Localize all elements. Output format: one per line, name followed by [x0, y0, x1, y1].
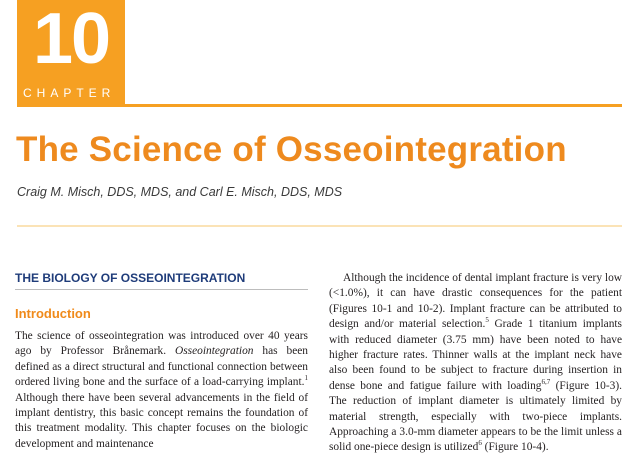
chapter-badge	[17, 0, 125, 107]
reference-superscript: 5	[485, 316, 489, 325]
right-paragraph	[329, 271, 622, 456]
chapter-number: 10	[32, 0, 110, 79]
text-segment: The science of osseointegration was introduced over 40 years ago by Professor Brånemark.	[15, 330, 308, 358]
text-segment: has been defined as a direct structural and functional connection between ordered living bone and the surface of a load-carrying implant.	[15, 345, 308, 389]
text-segment: (Figure 10-3). The reduction of implant diameter is ultimately limited by material strength, especially with two-piece implants. Approaching a 3.0-mm diameter appears to be the limit unless a solid one-piece design is utilized	[329, 379, 622, 454]
chapter-authors: Craig M. Misch, DDS, MDS, and Carl E. Misch, DDS, MDS	[17, 185, 343, 199]
section-heading: THE BIOLOGY OF OSSEOINTEGRATION	[15, 271, 246, 285]
chapter-label: CHAPTER	[23, 86, 116, 100]
italic-term: Osseointegration	[175, 345, 254, 358]
title-rule	[17, 225, 622, 227]
section-rule	[15, 289, 308, 290]
text-segment: Although there have been several advancements in the field of implant dentistry, this basic concept remains the foundation of this treatment modality. This chapter focuses on the biologic development and maintenance	[15, 391, 308, 450]
left-paragraph	[15, 329, 308, 452]
left-column	[15, 329, 308, 452]
reference-superscript: 1	[304, 374, 308, 383]
reference-superscript: 6,7	[541, 378, 551, 387]
reference-superscript: 6	[478, 439, 482, 448]
subsection-heading: Introduction	[15, 306, 91, 321]
text-segment: (Figure 10-4).	[481, 441, 549, 454]
right-column	[329, 271, 622, 456]
chapter-title: The Science of Osseointegration	[16, 130, 567, 169]
text-segment: Grade 1 titanium implants with reduced diameter (3.75 mm) have been noted to have higher fracture rates. Thinner walls at the implant neck have also been found to be subject to fracture during insertion in dense bone and fatigue failure with loading	[329, 318, 622, 392]
header-rule	[17, 104, 622, 107]
text-segment: Although the incidence of dental implant fracture is very low (<1.0%), it can have drastic consequences for the patient (Figures 10-1 and 10-2). Implant fracture can be attributed to design and/or material selection.	[329, 272, 622, 331]
